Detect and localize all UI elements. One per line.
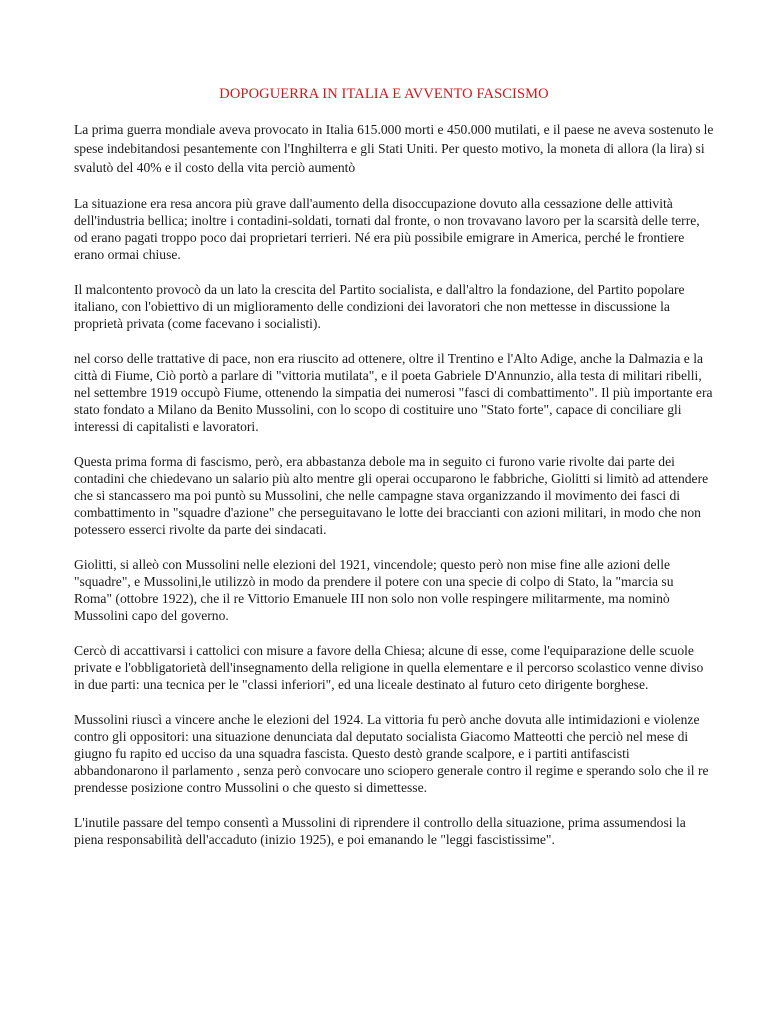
- paragraph-leggi-fascistissime: L'inutile passare del tempo consentì a Mussolini di riprendere il controllo della situazione, prima assumendosi la piena responsabilità dell'accaduto (inizio 1925), e poi emanando le "leggi fascistissime".: [74, 815, 686, 847]
- paragraph-elections-1924: Mussolini riuscì a vincere anche le elezioni del 1924. La vittoria fu però anche dovuta alle intimidazioni e violenze contro gli oppositori: una situazione denunciata dal deputato socialista Giacomo Matteotti che perciò nel mese di giugno fu rapito ed ucciso da una squadra fascista. Questo destò grande scalpore, e i partiti antifascisti abbandonarono il parlamento , senza però convocare uno sciopero generale contro il regime e sperando solo che il re prendesse posizione contro Mussolini o che questo si dimettesse.: [74, 712, 709, 795]
- paragraph-fiume: nel corso delle trattative di pace, non era riuscito ad ottenere, oltre il Trentino e l'Alto Adige, anche la Dalmazia e la città di Fiume, Ciò portò a parlare di "vittoria mutilata", e il poeta Gabriele D'Annunzio, alla testa di militari ribelli, nel settembre 1919 occupò Fiume, ottenendo la simpatia dei numerosi "fasci di combattimento". Il più importante era stato fondato a Milano da Benito Mussolini, con lo scopo di costituire uno "Stato forte", capace di conciliare gli interessi di capitalisti e lavoratori.: [74, 351, 713, 434]
- document-title: DOPOGUERRA IN ITALIA E AVVENTO FASCISMO: [219, 86, 549, 102]
- paragraph-unemployment: La situazione era resa ancora più grave dall'aumento della disoccupazione dovuto alla cessazione delle attività dell'industria bellica; inoltre i contadini-soldati, tornati dal fronte, o non trovavano lavoro per la scarsità delle terre, od erano pagati troppo poco dai proprietari terrieri. Né era più possibile emigrare in America, perché le frontiere erano ormai chiuse.: [74, 196, 700, 262]
- document-body: [74, 120, 714, 866]
- paragraph-postwar-losses: La prima guerra mondiale aveva provocato in Italia 615.000 morti e 450.000 mutilati, e il paese ne aveva sostenuto le spese indebitandosi pesantemente con l'Inghilterra e gli Stati Uniti. Per questo motivo, la moneta di allora (la lira) si svalutò del 40% e il costo della vita perciò aumentò: [74, 122, 714, 175]
- paragraph-early-fascism: Questa prima forma di fascismo, però, era abbastanza debole ma in seguito ci furono varie rivolte dai parte dei contadini che chiedevano un salario più alto mentre gli operai occuparono le fabbriche, Giolitti si limitò ad attendere che si stancassero ma poi puntò su Mussolini, che nelle campagne stava organizzando il movimento dei fasci di combattimento in "squadre d'azione" che perseguitavano le lotte dei braccianti con azioni militari, in modo che non potessero esserci rivolte da parte dei sindacati.: [74, 454, 709, 537]
- paragraph-discontent: Il malcontento provocò da un lato la crescita del Partito socialista, e dall'altro la fondazione, del Partito popolare italiano, con l'obiettivo di un miglioramento delle condizioni dei lavoratori che non mettesse in discussione la proprietà privata (come facevano i socialisti).: [74, 282, 685, 331]
- paragraph-catholics: Cercò di accattivarsi i cattolici con misure a favore della Chiesa; alcune di esse, come l'equiparazione delle scuole private e l'obbligatorietà dell'insegnamento della religione in quella elementare e il percorso scolastico venne diviso in due parti: una tecnica per le "classi inferiori", ed una liceale destinato al futuro ceto dirigente borghese.: [74, 643, 704, 692]
- paragraph-giolitti-alliance: Giolitti, si alleò con Mussolini nelle elezioni del 1921, vincendole; questo però non mise fine alle azioni delle "squadre", e Mussolini,le utilizzò in modo da prendere il potere con una specie di colpo di Stato, la "marcia su Roma" (ottobre 1922), che il re Vittorio Emanuele III non solo non volle respingere militarmente, ma nominò Mussolini capo del governo.: [74, 557, 674, 623]
